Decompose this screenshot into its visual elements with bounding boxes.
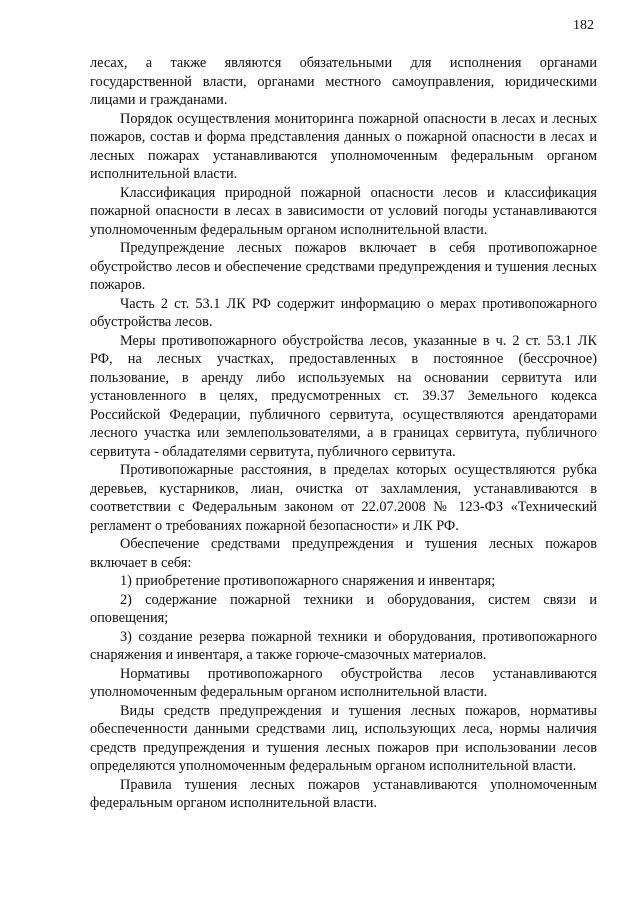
paragraph-means-types: Виды средств предупреждения и тушения лесных пожаров, нормативы обеспеченности данными средствами лиц, использующих леса, нормы наличия средств предупреждения и тушения лесных пожаров при использовании лесов определяются уполномоченным федеральным органом исполнительной власти.	[90, 702, 597, 774]
list-item-1: 1) приобретение противопожарного снаряжения и инвентаря;	[120, 573, 496, 589]
paragraph-continuation: лесах, а также являются обязательными для исполнения органами государственной власти, органами местного самоуправления, юридическими лицами и гражданами.	[90, 55, 597, 108]
list-item-3: 3) создание резерва пожарной техники и оборудования, противопожарного снаряжения и инвентаря, а также горюче-смазочных материалов.	[90, 628, 597, 663]
page-number: 182	[573, 18, 594, 33]
paragraph-measures: Меры противопожарного обустройства лесов, указанные в ч. 2 ст. 53.1 ЛК РФ, на лесных участках, предоставленных в постоянное (бессрочное) пользование, в аренду либо используемых на основании сервитута или установленного в целях, предусмотренных ст. 39.37 Земельного кодекса Российской Федерации, публичного сервитута, осуществляются арендаторами лесного участка или землепользователями, а в границах сервитута, публичного сервитута - обладателями сервитута, публичного сервитута.	[90, 332, 597, 460]
paragraph-provision-intro: Обеспечение средствами предупреждения и тушения лесных пожаров включает в себя:	[90, 536, 597, 571]
paragraph-norms: Нормативы противопожарного обустройства лесов устанавливаются уполномоченным федеральным органом исполнительной власти.	[90, 665, 597, 700]
paragraph-classification: Классификация природной пожарной опасности лесов и классификация пожарной опасности в лесах в зависимости от условий погоды устанавливаются уполномоченным федеральным органом исполнительной власти.	[90, 184, 597, 238]
list-item-2: 2) содержание пожарной техники и оборудования, систем связи и оповещения;	[90, 591, 597, 626]
paragraph-fire-distances: Противопожарные расстояния, в пределах которых осуществляются рубка деревьев, кустарников, лиан, очистка от захламления, устанавливаются в соответствии с Федеральным законом от 22.07.2008 № 123-ФЗ «Технический регламент о требованиях пожарной безопасности» и ЛК РФ.	[90, 462, 597, 534]
paragraph-extinguishing-rules: Правила тушения лесных пожаров устанавливаются уполномоченным федеральным органом исполнительной власти.	[90, 776, 597, 811]
document-body	[90, 54, 597, 813]
paragraph-prevention: Предупреждение лесных пожаров включает в себя противопожарное обустройство лесов и обеспечение средствами предупреждения и тушения лесных пожаров.	[90, 240, 597, 293]
paragraph-article-53-1: Часть 2 ст. 53.1 ЛК РФ содержит информацию о мерах противопожарного обустройства лесов.	[90, 295, 597, 330]
paragraph-monitoring: Порядок осуществления мониторинга пожарной опасности в лесах и лесных пожаров, состав и форма представления данных о пожарной опасности в лесах и лесных пожарах устанавливаются уполномоченным федеральным органом исполнительной власти.	[90, 110, 597, 182]
